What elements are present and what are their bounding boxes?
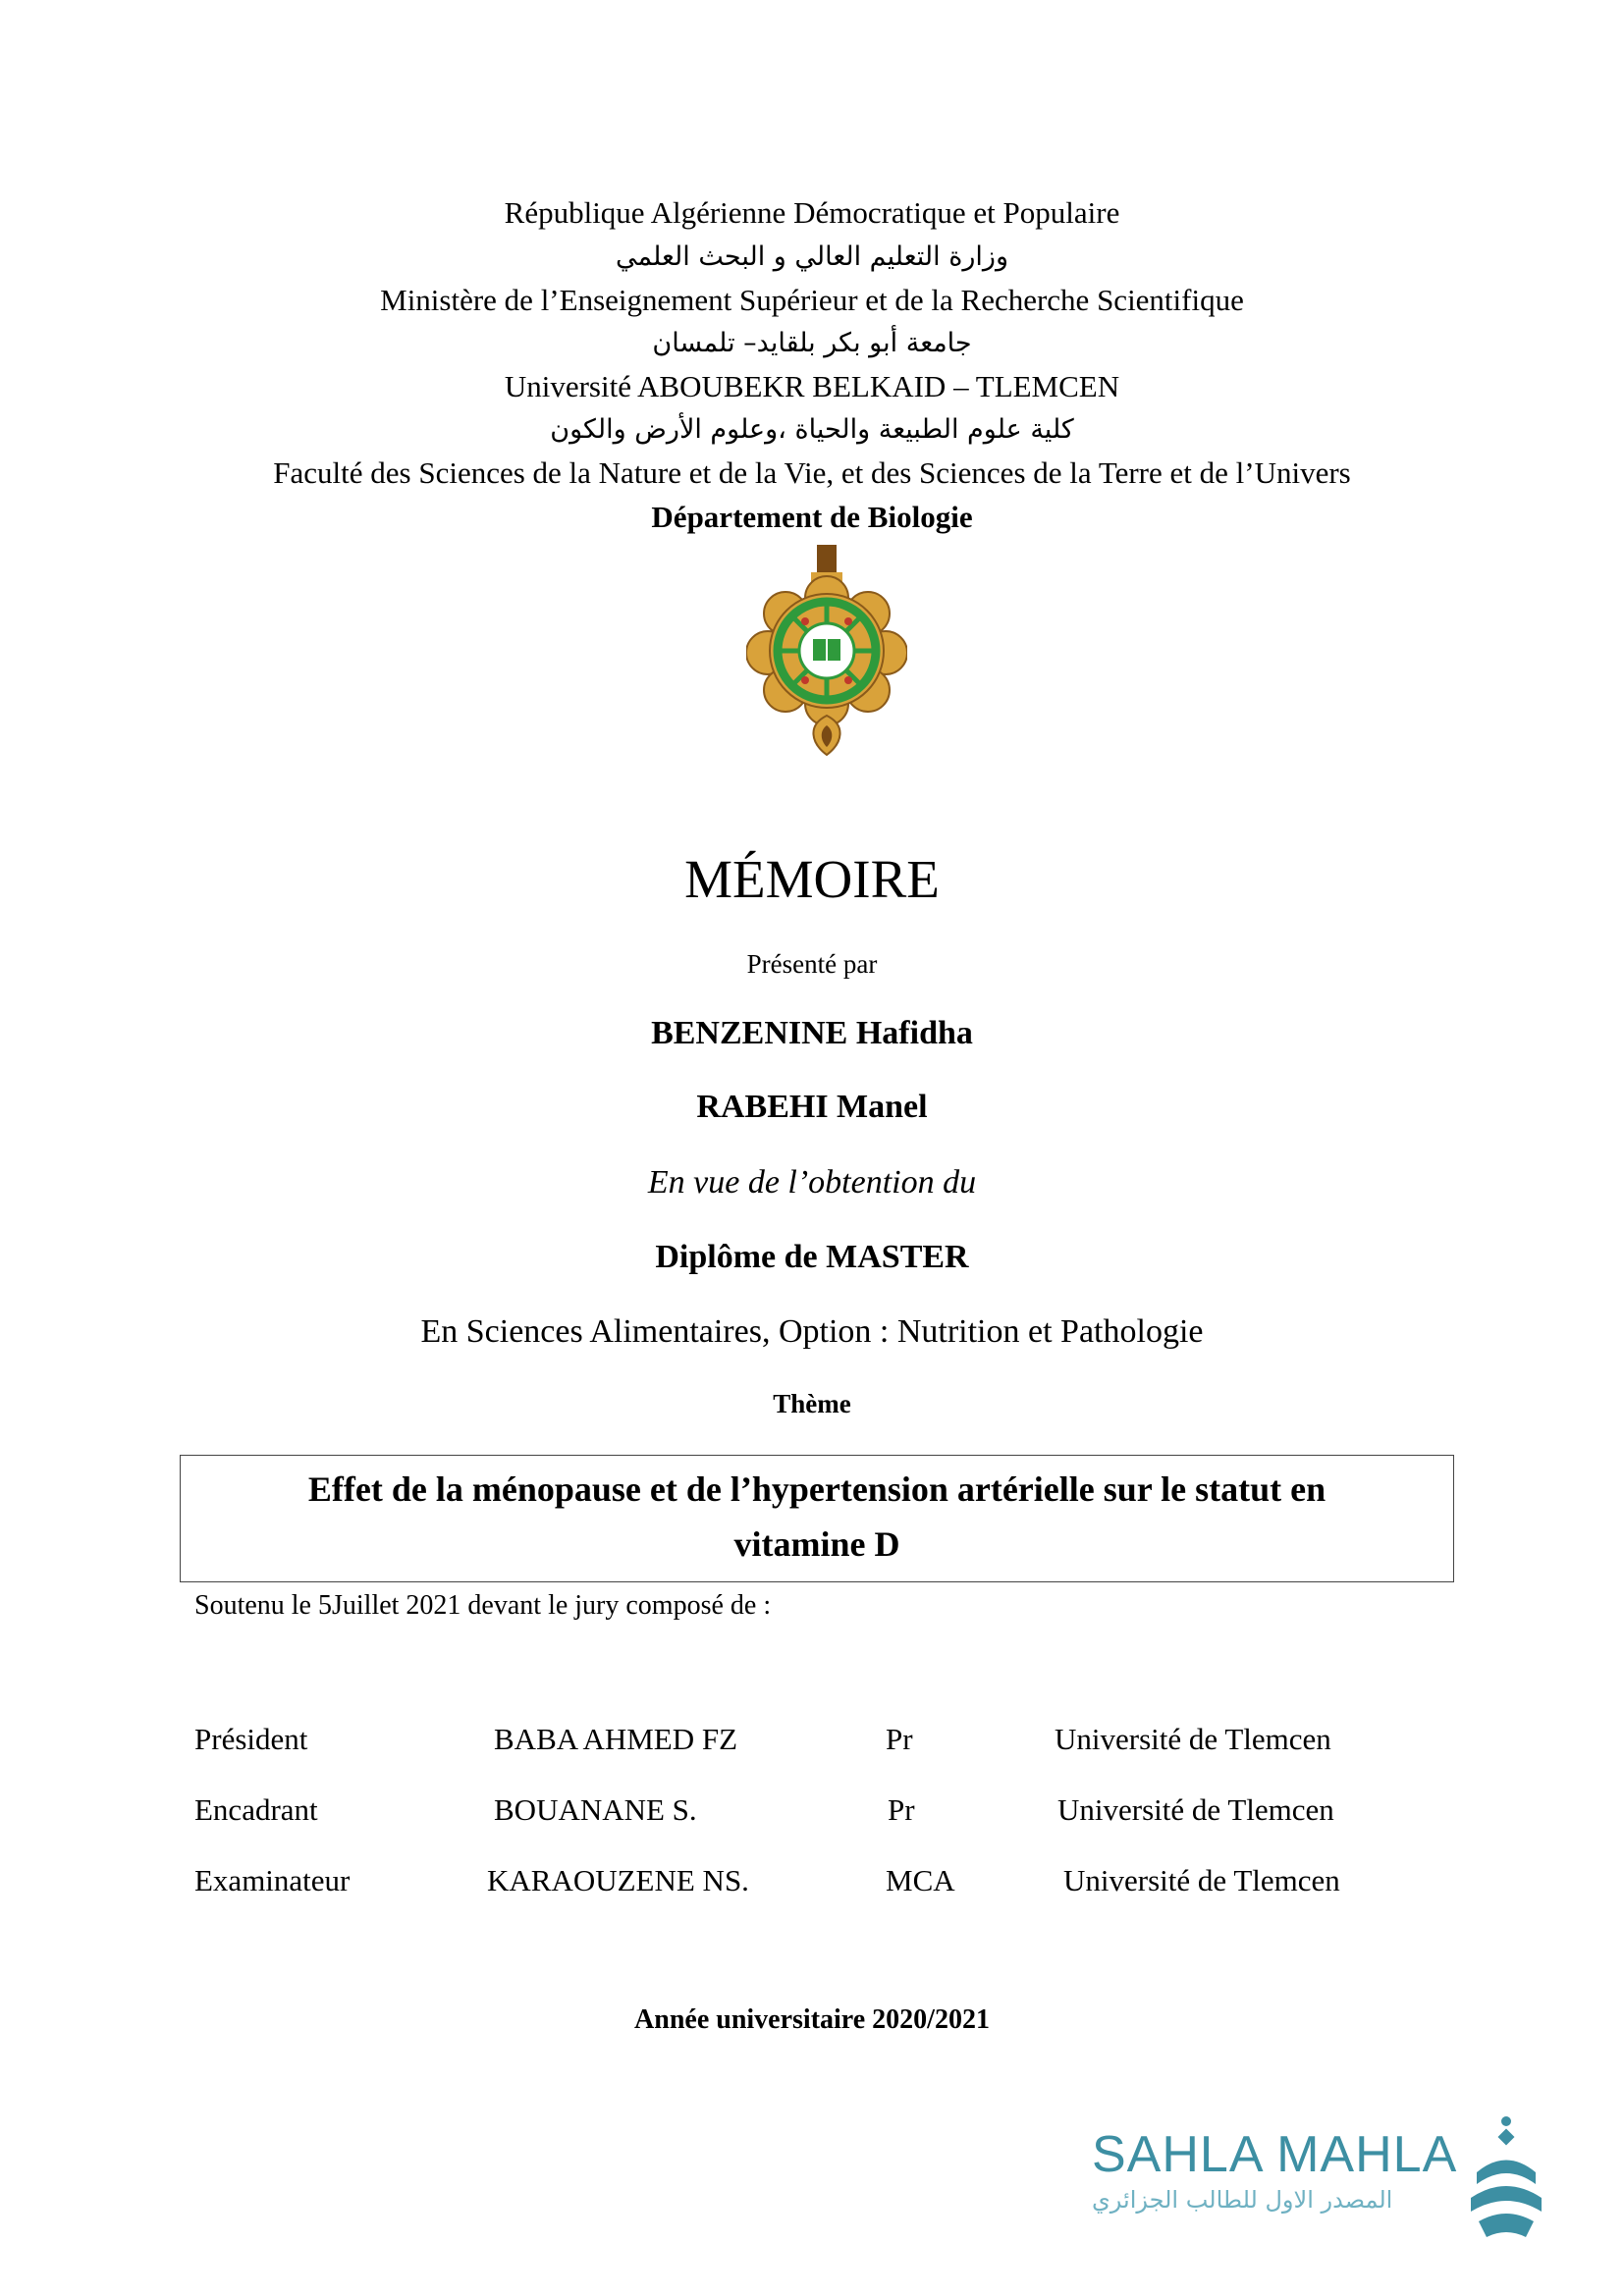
jury-role: Encadrant xyxy=(194,1792,318,1827)
jury-institution: Université de Tlemcen xyxy=(1055,1722,1331,1756)
diploma-line: Diplôme de MASTER xyxy=(655,1239,969,1275)
jury-role: Examinateur xyxy=(194,1863,351,1897)
jury-grade: Pr xyxy=(886,1722,913,1756)
jury-institution: Université de Tlemcen xyxy=(1057,1792,1334,1827)
jury-grade: MCA xyxy=(886,1863,955,1897)
author-2: RABEHI Manel xyxy=(696,1089,928,1125)
jury-name: BABA AHMED FZ xyxy=(494,1722,738,1756)
department-line: Département de Biologie xyxy=(651,500,973,534)
ministry-line: Ministère de l’Enseignement Supérieur et de la Recherche Scientifique xyxy=(380,283,1244,317)
jury-role: Président xyxy=(194,1722,308,1756)
brand-name: SAHLA MAHLA xyxy=(1092,2126,1458,2183)
memoire-title: MÉMOIRE xyxy=(684,849,940,909)
brand-tagline: المصدر الاول للطالب الجزائري xyxy=(1092,2186,1393,2214)
jury-institution: Université de Tlemcen xyxy=(1063,1863,1340,1897)
sahla-mahla-watermark xyxy=(1092,2125,1543,2243)
university-logo xyxy=(746,543,907,757)
jury-name: KARAOUZENE NS. xyxy=(487,1863,749,1897)
brand-logo-icon xyxy=(1457,2113,1545,2241)
author-1: BENZENINE Hafidha xyxy=(651,1015,973,1051)
academic-year: Année universitaire 2020/2021 xyxy=(634,2004,990,2035)
jury-name: BOUANANE S. xyxy=(494,1792,697,1827)
faculty-line: Faculté des Sciences de la Nature et de la Vie, et des Sciences de la Terre et de l’Univers xyxy=(273,455,1351,490)
theme-box xyxy=(180,1455,1454,1582)
presented-by: Présenté par xyxy=(746,949,878,979)
theme-label: Thème xyxy=(773,1389,851,1418)
faculty-line-ar: كلية علوم الطبيعة والحياة ،وعلوم الأرض والكون xyxy=(550,414,1074,445)
republic-line: République Algérienne Démocratique et Populaire xyxy=(504,195,1120,230)
purpose-line: En vue de l’obtention du xyxy=(647,1164,977,1201)
jury-grade: Pr xyxy=(888,1792,915,1827)
jury-intro: Soutenu le 5Juillet 2021 devant le jury composé de : xyxy=(194,1590,772,1621)
university-line-ar: جامعة أبو بكر بلقايد– تلمسان xyxy=(652,328,972,358)
university-line: Université ABOUBEKR BELKAID – TLEMCEN xyxy=(504,369,1120,403)
theme-title-line-1: Effet de la ménopause et de l’hypertension artérielle sur le statut en xyxy=(307,1469,1326,1509)
ministry-line-ar: وزارة التعليم العالي و البحث العلمي xyxy=(615,241,1008,272)
field-line: En Sciences Alimentaires, Option : Nutrition et Pathologie xyxy=(420,1313,1204,1350)
theme-title-line-2: vitamine D xyxy=(733,1524,900,1564)
